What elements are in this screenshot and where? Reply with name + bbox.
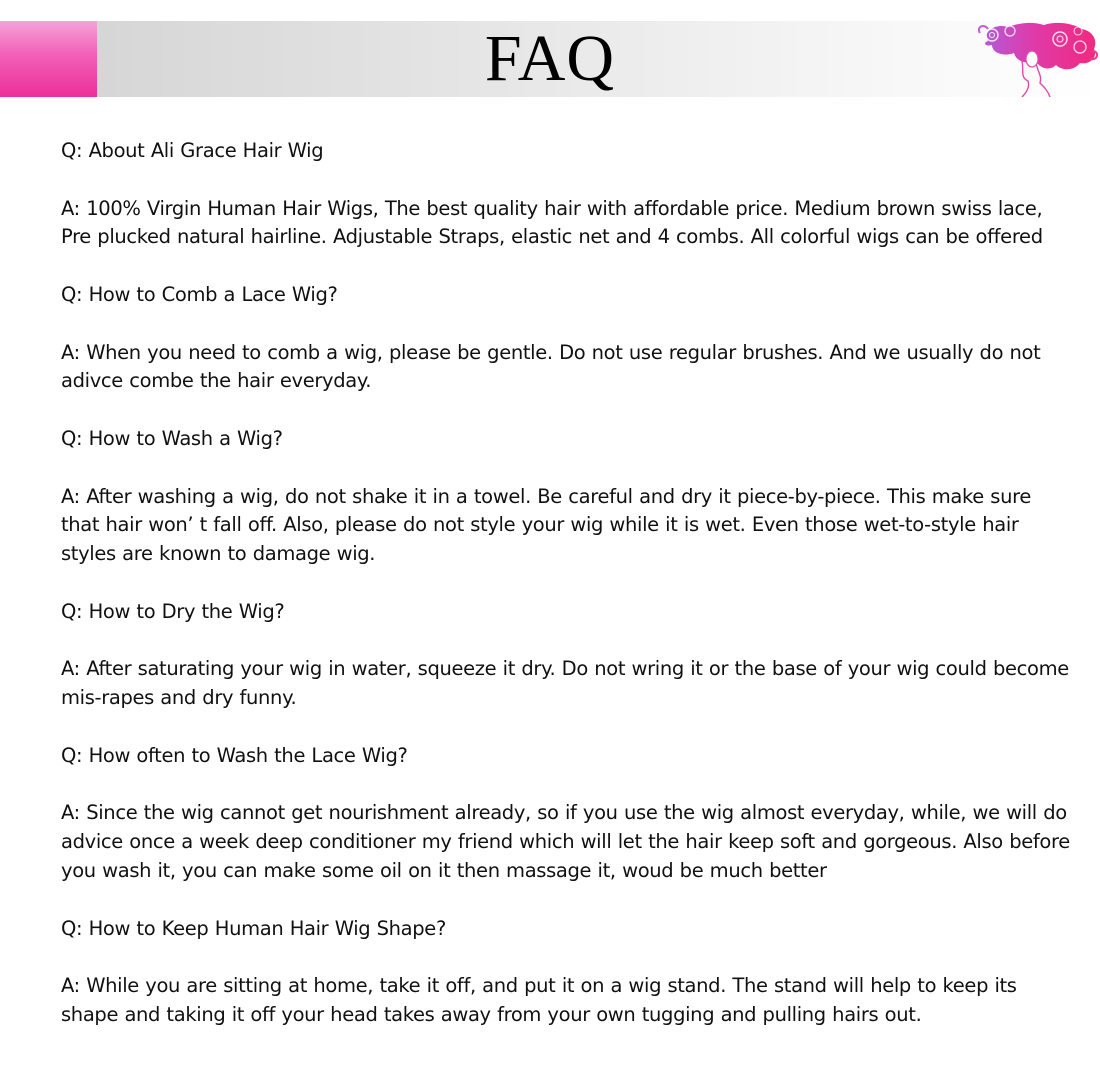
faq-answer: A: 100% Virgin Human Hair Wigs, The best quality hair with affordable price. Medium brown swiss lace, Pre plucked natural hairline. Adjustable Straps, elastic net and 4 combs. All colorful wigs can be offered — [61, 196, 1043, 249]
faq-item — [61, 137, 1073, 252]
faq-answer: A: While you are sitting at home, take it off, and put it on a wig stand. The stand will help to keep its shape and taking it off your head takes away from your own tugging and pulling hairs out. — [61, 974, 1017, 1026]
curly-hair-woman-logo-icon — [974, 21, 1100, 97]
faq-answer: A: After saturating your wig in water, squeeze it dry. Do not wring it or the base of your wig could become mis-rapes and dry funny. — [61, 657, 1069, 710]
faq-question: Q: About Ali Grace Hair Wig — [61, 139, 324, 162]
faq-answer: A: Since the wig cannot get nourishment already, so if you use the wig almost everyday, while, we will do advice once a week deep conditioner my friend which will let the hair keep soft and gorgeous. Also before you wash it, you can make some oil on it then massage it, woud be much better — [61, 801, 1070, 882]
faq-item — [61, 281, 1073, 396]
page-title: FAQ — [484, 22, 616, 95]
faq-item — [61, 425, 1073, 569]
faq-header-banner — [0, 21, 1100, 97]
faq-answer: A: When you need to comb a wig, please be gentle. Do not use regular brushes. And we usually do not adivce combe the hair everyday. — [61, 340, 1041, 393]
faq-question: Q: How often to Wash the Lace Wig? — [61, 743, 408, 767]
faq-item — [61, 598, 1073, 713]
faq-list — [61, 137, 1073, 1030]
faq-question: Q: How to Comb a Lace Wig? — [61, 282, 338, 306]
faq-question: Q: How to Dry the Wig? — [61, 599, 285, 623]
faq-item — [61, 742, 1073, 886]
faq-item — [61, 915, 1073, 1030]
faq-question: Q: How to Wash a Wig? — [61, 426, 283, 450]
faq-answer: A: After washing a wig, do not shake it in a towel. Be careful and dry it piece-by-piece. This make sure that hair won’ t fall off. Also, please do not style your wig while it is wet. Even those wet-to-style hair styles are known to damage wig. — [61, 484, 1031, 566]
faq-question: Q: How to Keep Human Hair Wig Shape? — [61, 916, 446, 940]
